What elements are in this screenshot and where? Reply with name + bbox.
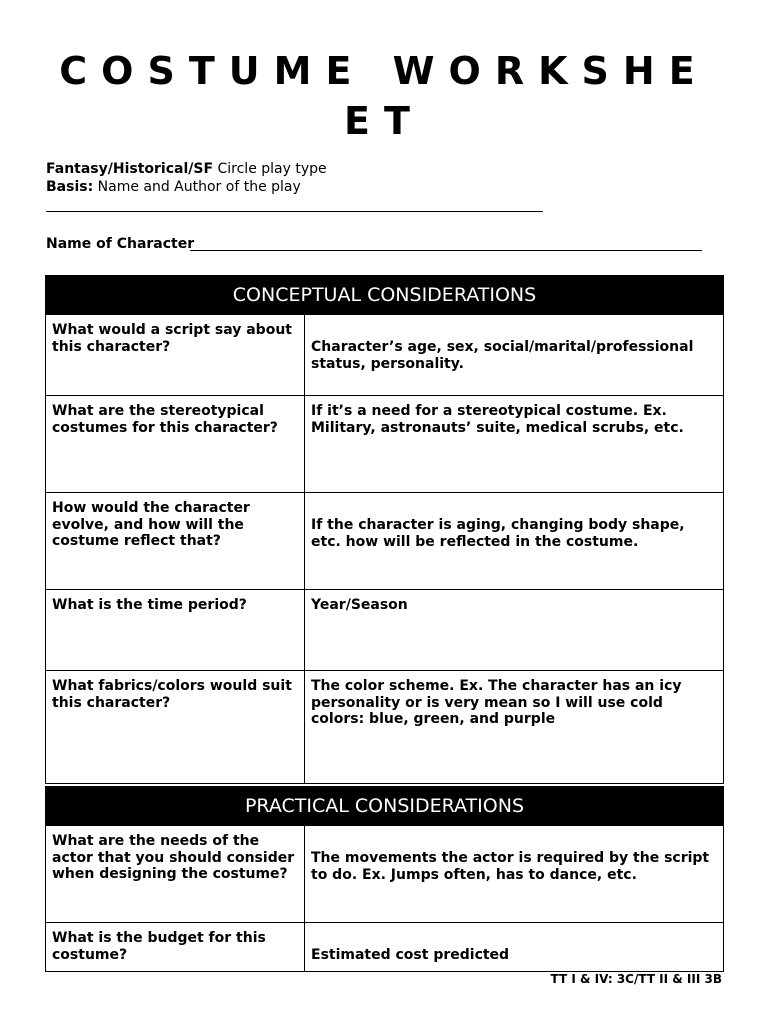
- practical-table: [45, 786, 724, 972]
- answer-cell[interactable]: Estimated cost predicted: [305, 923, 724, 972]
- page-title: COSTUME WORKSHEET: [59, 49, 709, 143]
- basis-line: [46, 178, 301, 196]
- table-row: [46, 315, 724, 396]
- play-type-label: Fantasy/Historical/SF: [46, 161, 214, 177]
- practical-heading: PRACTICAL CONSIDERATIONS: [46, 787, 724, 826]
- answer-cell[interactable]: The color scheme. Ex. The character has an icy personality or is very mean so I will use cold colors: blue, green, and purple: [305, 671, 724, 784]
- answer-cell[interactable]: If the character is aging, changing body shape, etc. how will be reflected in the costume.: [305, 493, 724, 590]
- question-cell: What would a script say about this character?: [46, 315, 305, 396]
- conceptual-table: [45, 275, 724, 784]
- question-cell: What are the needs of the actor that you should consider when designing the costume?: [46, 826, 305, 923]
- question-cell: How would the character evolve, and how will the costume reflect that?: [46, 493, 305, 590]
- play-type-line: [46, 160, 327, 178]
- question-cell: What are the stereotypical costumes for this character?: [46, 396, 305, 493]
- conceptual-heading: CONCEPTUAL CONSIDERATIONS: [46, 276, 724, 315]
- answer-cell[interactable]: Character’s age, sex, social/marital/professional status, personality.: [305, 315, 724, 396]
- answer-cell[interactable]: Year/Season: [305, 590, 724, 671]
- basis-hint: Name and Author of the play: [97, 179, 301, 195]
- table-row: [46, 396, 724, 493]
- basis-answer-line[interactable]: [46, 211, 543, 212]
- question-cell: What is the budget for this costume?: [46, 923, 305, 972]
- answer-cell[interactable]: If it’s a need for a stereotypical costume. Ex. Military, astronauts’ suite, medical scrubs, etc.: [305, 396, 724, 493]
- table-row: [46, 493, 724, 590]
- table-row: [46, 671, 724, 784]
- answer-cell[interactable]: The movements the actor is required by the script to do. Ex. Jumps often, has to dance, etc.: [305, 826, 724, 923]
- table-row: [46, 590, 724, 671]
- character-name-label: Name of Character: [46, 236, 195, 252]
- question-cell: What is the time period?: [46, 590, 305, 671]
- question-cell: What fabrics/colors would suit this character?: [46, 671, 305, 784]
- table-row: [46, 923, 724, 972]
- play-type-hint: Circle play type: [217, 161, 327, 177]
- character-name-line[interactable]: [190, 250, 702, 251]
- table-row: [46, 826, 724, 923]
- standards-code: TT I & IV: 3C/TT II & III 3B: [550, 972, 722, 986]
- basis-label: Basis:: [46, 179, 94, 195]
